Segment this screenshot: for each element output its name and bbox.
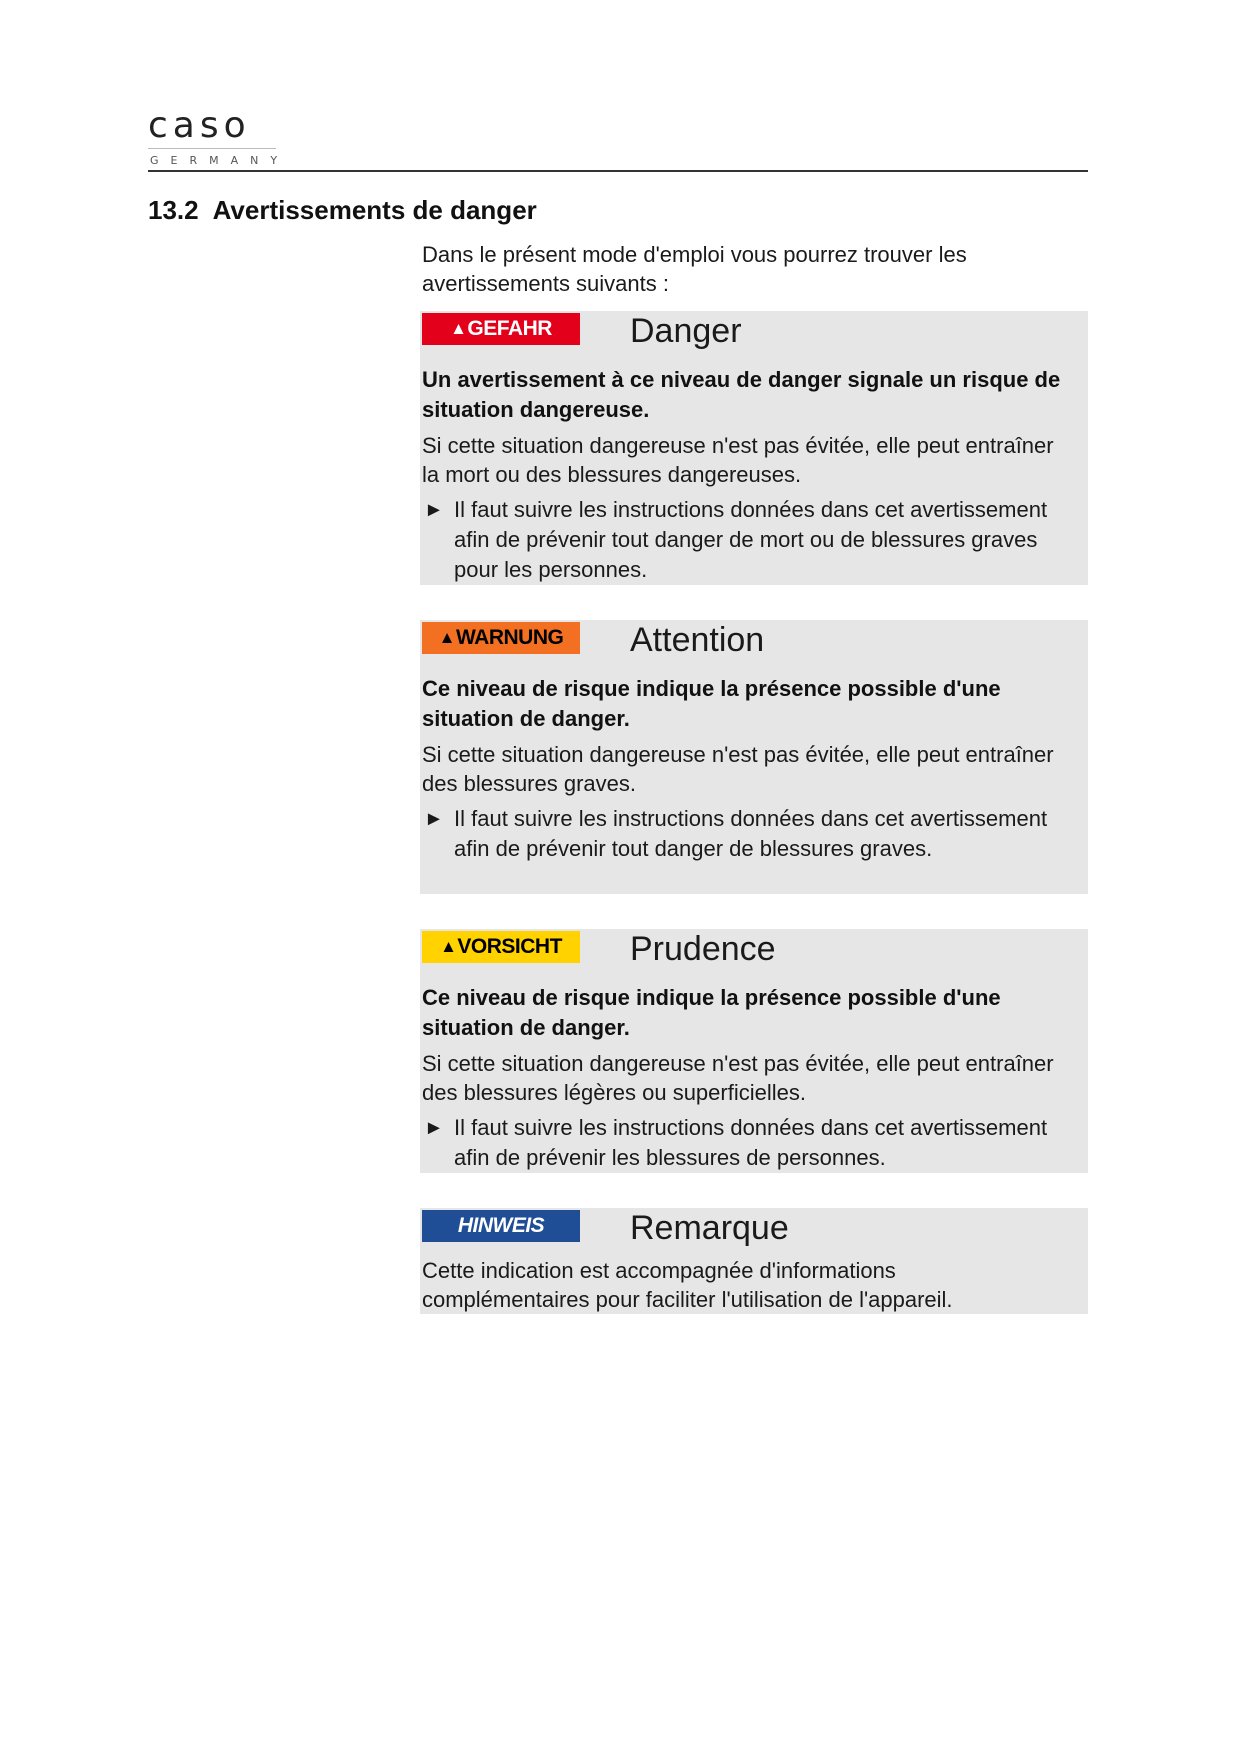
page-header [148, 105, 1088, 174]
logo-subtitle: GERMANY [150, 154, 290, 167]
warning-step [422, 1113, 1066, 1173]
warning-text: Si cette situation dangereuse n'est pas évitée, elle peut entraîner la mort ou des blessures dangereuses. [422, 433, 1054, 487]
badge-label: GEFAHR [467, 317, 552, 340]
warning-step [422, 495, 1066, 585]
warning-box-header [420, 929, 1088, 983]
section-title-text: Avertissements de danger [212, 195, 537, 225]
warning-title: Prudence [630, 930, 776, 968]
warning-box-header [420, 311, 1088, 365]
badge-gefahr [422, 313, 580, 345]
warning-triangle-icon: ▲ [438, 628, 455, 647]
logo-divider [148, 148, 276, 149]
warning-title: Danger [630, 312, 742, 350]
warning-step-text: Il faut suivre les instructions données dans cet avertissement afin de prévenir tout danger de blessures graves. [454, 806, 1048, 861]
warning-step-text: Il faut suivre les instructions données dans cet avertissement afin de prévenir tout danger de mort ou de blessures graves pour les personnes. [454, 497, 1048, 582]
warning-step [422, 804, 1066, 864]
section-title [148, 195, 537, 225]
warning-body [420, 674, 1088, 870]
warning-title: Attention [630, 621, 765, 659]
warning-box-header [420, 620, 1088, 674]
badge-label: VORSICHT [457, 935, 562, 958]
warning-triangle-icon: ▲ [440, 937, 457, 956]
warning-box-attention [420, 620, 1088, 894]
warning-text: Si cette situation dangereuse n'est pas évitée, elle peut entraîner des blessures graves. [422, 742, 1054, 796]
warning-text: Si cette situation dangereuse n'est pas évitée, elle peut entraîner des blessures légères ou superficielles. [422, 1051, 1054, 1105]
warning-lead: Ce niveau de risque indique la présence possible d'une situation de danger. [422, 676, 1001, 731]
intro-paragraph: Dans le présent mode d'emploi vous pourrez trouver les avertissements suivants : [422, 242, 967, 296]
warning-title: Remarque [630, 1209, 789, 1247]
section-number: 13.2 [148, 195, 199, 225]
badge-warnung [422, 622, 580, 654]
warning-box-remarque [420, 1208, 1088, 1314]
warning-box-danger [420, 311, 1088, 585]
warning-body [420, 1256, 1088, 1326]
warning-box-prudence [420, 929, 1088, 1173]
arrow-right-icon: ► [424, 808, 444, 830]
warning-body [420, 365, 1088, 591]
warning-text: Cette indication est accompagnée d'informations complémentaires pour faciliter l'utilisation de l'appareil. [422, 1258, 953, 1312]
header-rule [148, 170, 1088, 172]
warning-body [420, 983, 1088, 1179]
badge-vorsicht [422, 931, 580, 963]
badge-label: WARNUNG [456, 626, 564, 649]
logo-wordmark: caso [148, 105, 251, 146]
warning-lead: Un avertissement à ce niveau de danger signale un risque de situation dangereuse. [422, 367, 1061, 422]
warning-triangle-icon: ▲ [450, 319, 467, 338]
caso-logo [148, 105, 290, 172]
arrow-right-icon: ► [424, 1117, 444, 1139]
warning-box-header [420, 1208, 1088, 1256]
warning-step-text: Il faut suivre les instructions données dans cet avertissement afin de prévenir les blessures de personnes. [454, 1115, 1048, 1170]
badge-hinweis [422, 1210, 580, 1242]
warning-lead: Ce niveau de risque indique la présence possible d'une situation de danger. [422, 985, 1001, 1040]
arrow-right-icon: ► [424, 499, 444, 521]
badge-label: HINWEIS [457, 1214, 545, 1237]
